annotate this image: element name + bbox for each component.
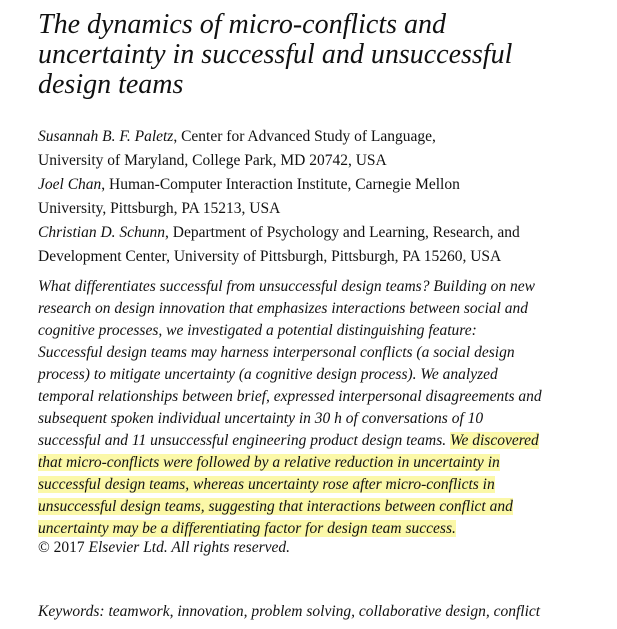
author-3-name: Christian D. Schunn [38, 224, 166, 241]
author-1-line-1 [38, 125, 608, 149]
abstract-line-8-text: successful and 11 unsuccessful engineering product design teams. [38, 432, 450, 449]
highlighted-text[interactable]: unsuccessful design teams, suggesting that interactions between conflict and [38, 498, 513, 515]
paper-title [38, 10, 598, 100]
author-list [38, 125, 608, 269]
title-line-1: The dynamics of micro-conflicts and [38, 9, 447, 40]
highlighted-text[interactable]: We discovered [449, 432, 539, 449]
highlighted-text[interactable]: successful design teams, whereas uncertainty rose after micro-conflicts in [38, 476, 495, 493]
highlighted-text[interactable]: that micro-conflicts were followed by a relative reduction in uncertainty in [38, 454, 500, 471]
abstract-line-8 [38, 430, 613, 452]
abstract [38, 276, 613, 540]
title-line-3: design teams [38, 69, 184, 100]
abstract-line-5: process) to mitigate uncertainty (a cognitive design process). We analyzed [38, 366, 498, 383]
copyright-year: © 2017 [38, 539, 85, 556]
keywords: Keywords: teamwork, innovation, problem solving, collaborative design, conflict [38, 603, 541, 620]
author-2-name: Joel Chan [38, 176, 102, 193]
author-1-line-2: University of Maryland, College Park, MD 20742, USA [38, 152, 387, 169]
abstract-line-6: temporal relationships between brief, expressed interpersonal disagreements and [38, 388, 542, 405]
author-2-line-1 [38, 173, 608, 197]
abstract-line-9 [38, 452, 613, 474]
abstract-line-7: subsequent spoken individual uncertainty in 30 h of conversations of 10 [38, 410, 484, 427]
abstract-line-1: What differentiates successful from unsuccessful design teams? Building on new [38, 278, 535, 295]
author-1-affiliation: , Center for Advanced Study of Language, [173, 128, 436, 145]
author-3-line-1 [38, 221, 608, 245]
abstract-line-10 [38, 474, 613, 496]
copyright-text: Elsevier Ltd. All rights reserved. [88, 539, 291, 556]
copyright-notice [38, 537, 290, 559]
title-line-2: uncertainty in successful and unsuccessful [38, 39, 513, 70]
abstract-line-3: cognitive processes, we investigated a potential distinguishing feature: [38, 322, 477, 339]
abstract-line-4: Successful design teams may harness interpersonal conflicts (a social design [38, 344, 515, 361]
abstract-line-11 [38, 496, 613, 518]
author-3-affiliation: , Department of Psychology and Learning, Research, and [165, 224, 520, 241]
highlighted-text[interactable]: uncertainty may be a differentiating factor for design team success. [38, 520, 456, 537]
abstract-line-2: research on design innovation that emphasizes interactions between social and [38, 300, 529, 317]
author-2-line-2: University, Pittsburgh, PA 15213, USA [38, 200, 281, 217]
author-2-affiliation: , Human-Computer Interaction Institute, Carnegie Mellon [101, 176, 460, 193]
author-3-line-2: Development Center, University of Pittsburgh, Pittsburgh, PA 15260, USA [38, 248, 502, 265]
author-1-name: Susannah B. F. Paletz [38, 128, 174, 145]
